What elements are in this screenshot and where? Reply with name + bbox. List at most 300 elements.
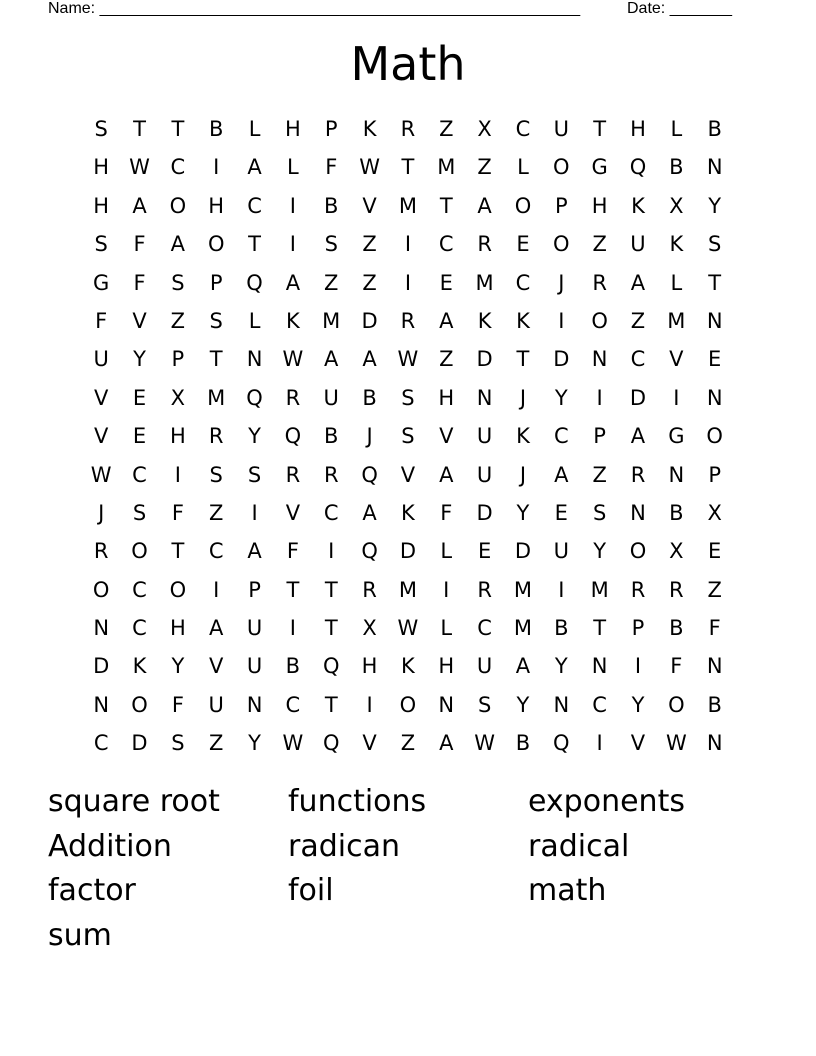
grid-cell: K [631,193,645,218]
grid-cell: V [669,347,684,372]
grid-cell: Q [246,385,263,410]
grid-cell: Y [708,193,722,218]
grid-cell: Z [592,462,607,487]
grid-cell: U [476,424,493,449]
grid-cell: M [207,385,226,410]
grid-cell: L [670,117,683,141]
grid-row [82,302,734,340]
grid-cell: X [707,500,722,525]
grid-cell: A [515,654,531,679]
grid-cell: F [325,155,338,180]
grid-cell: O [92,577,110,602]
grid-cell: I [174,462,181,487]
grid-cell: O [706,424,723,449]
grid-cell: K [132,654,147,679]
grid-cell: A [439,462,454,487]
grid-cell: S [401,424,415,449]
grid-row [82,571,734,609]
grid-cell: O [514,193,532,218]
grid-cell: I [596,731,603,756]
grid-cell: W [359,155,380,180]
grid-cell: T [439,193,453,218]
grid-cell: I [558,577,565,602]
grid-cell: D [553,347,570,372]
grid-cell: I [558,308,565,333]
grid-cell: N [630,500,646,525]
grid-cell: R [93,539,109,564]
grid-cell: E [477,539,492,564]
grid-cell: S [171,731,185,756]
grid-cell: O [629,539,647,564]
grid-row [82,148,734,186]
grid-cell: O [591,308,608,333]
grid-cell: X [669,193,684,218]
grid-cell: V [439,424,454,449]
grid-row [82,340,734,378]
grid-cell: V [93,424,109,449]
page-title: Math [350,37,466,91]
grid-cell: A [630,424,646,449]
grid-cell: F [133,270,146,295]
word-list-item: factor [48,873,136,909]
grid-cell: A [285,270,301,295]
grid-cell: V [209,654,224,679]
grid-cell: M [475,270,494,295]
grid-cell: C [285,692,301,717]
grid-row [82,494,734,532]
grid-cell: R [400,117,416,141]
grid-cell: V [400,462,416,487]
grid-cell: X [362,616,377,641]
grid-cell: W [397,347,419,372]
grid-cell: C [630,347,646,372]
grid-cell: H [169,616,186,641]
grid-cell: U [476,654,493,679]
grid-cell: B [208,117,224,141]
grid-cell: W [129,155,150,180]
grid-cell: R [630,462,646,487]
grid-cell: C [515,270,531,295]
grid-cell: V [362,193,377,218]
grid-cell: A [247,539,262,564]
grid-cell: W [90,462,112,487]
grid-cell: I [251,500,258,525]
grid-cell: K [669,232,684,257]
grid-cell: E [132,424,147,449]
grid-row [82,532,734,570]
grid-cell: U [246,616,263,641]
grid-cell: Y [133,347,146,372]
grid-cell: U [630,232,646,257]
grid-cell: A [209,616,224,641]
grid-cell: N [591,347,608,372]
grid-cell: O [399,692,417,717]
grid-cell: Z [400,731,416,756]
grid-cell: N [591,654,608,679]
grid-row [82,456,734,494]
grid-cell: C [132,462,147,487]
date-field-label: Date: _______ [627,0,732,17]
grid-cell: D [399,539,416,564]
grid-cell: H [93,193,110,218]
grid-cell: L [287,155,299,180]
grid-cell: M [513,616,533,641]
grid-cell: E [554,500,568,525]
grid-cell: P [209,270,223,295]
grid-cell: W [474,731,495,756]
grid-cell: A [362,347,377,372]
grid-cell: Q [629,155,647,180]
grid-cell: K [362,117,377,141]
grid-cell: N [93,692,110,717]
word-list-item: foil [288,873,334,909]
grid-cell: T [324,692,338,717]
grid-cell: P [554,193,568,218]
grid-cell: C [553,424,569,449]
grid-cell: H [284,117,301,141]
grid-cell: Z [439,117,454,141]
grid-cell: L [248,117,261,141]
grid-cell: R [477,232,492,257]
grid-cell: T [401,155,415,180]
grid-cell: Z [324,270,339,295]
grid-cell: P [708,462,721,487]
grid-cell: U [246,654,263,679]
grid-cell: R [669,577,684,602]
grid-cell: C [132,577,147,602]
grid-cell: N [706,654,723,679]
grid-cell: Q [322,654,340,679]
grid-cell: O [131,692,148,717]
grid-cell: G [93,270,110,295]
grid-cell: I [596,385,603,410]
grid-cell: Y [554,654,568,679]
grid-cell: D [361,308,378,333]
grid-cell: T [171,539,185,564]
grid-cell: T [593,616,607,641]
grid-cell: N [706,155,723,180]
grid-cell: A [439,731,454,756]
grid-cell: Y [554,385,568,410]
grid-cell: M [398,577,417,602]
grid-cell: P [248,577,261,602]
grid-cell: Q [553,731,570,756]
word-list-item: math [528,873,607,909]
grid-cell: M [513,577,533,602]
grid-cell: O [131,539,148,564]
grid-cell: D [131,731,148,756]
grid-cell: G [668,424,685,449]
grid-cell: O [169,193,187,218]
grid-cell: S [324,232,338,257]
grid-cell: Y [248,424,261,449]
grid-cell: R [400,308,416,333]
grid-cell: L [517,155,529,180]
grid-cell: W [282,347,304,372]
grid-cell: N [706,731,723,756]
grid-row [82,110,734,148]
grid-cell: N [476,385,493,410]
grid-cell: S [171,270,185,295]
grid-cell: I [289,193,296,218]
word-list-item: radical [528,828,630,864]
grid-cell: N [668,462,685,487]
grid-cell: H [438,385,455,410]
grid-cell: J [98,500,105,525]
grid-cell: Z [170,308,186,333]
grid-cell: N [438,692,455,717]
grid-cell: Q [322,731,340,756]
grid-row [82,417,734,455]
grid-cell: T [171,117,185,141]
grid-cell: K [401,654,415,679]
grid-cell: W [397,616,419,641]
grid-cell: Y [248,731,261,756]
grid-cell: Y [631,692,645,717]
grid-cell: Y [171,654,185,679]
grid-cell: M [667,308,686,333]
grid-cell: D [93,654,110,679]
grid-cell: C [93,731,109,756]
grid-cell: T [133,117,146,141]
word-list-item: functions [288,784,427,819]
grid-cell: C [323,500,339,525]
grid-cell: Z [362,232,377,257]
grid-cell: D [476,347,493,372]
grid-cell: B [285,654,301,679]
grid-cell: A [477,193,492,218]
grid-cell: N [706,308,723,333]
grid-row [82,264,734,302]
grid-cell: P [171,347,185,372]
grid-cell: R [285,462,301,487]
grid-cell: C [132,616,147,641]
grid-cell: E [516,232,530,257]
grid-cell: V [132,308,147,333]
grid-cell: U [323,385,339,410]
grid-cell: O [553,232,570,257]
word-search-grid [82,110,734,763]
grid-cell: M [322,308,341,333]
grid-cell: I [366,692,373,717]
grid-cell: D [476,500,493,525]
grid-cell: Y [516,692,530,717]
grid-cell: E [439,270,453,295]
grid-cell: Q [361,539,378,564]
grid-cell: A [132,193,147,218]
grid-cell: E [708,347,722,372]
grid-cell: F [670,654,683,679]
grid-cell: I [634,654,642,679]
grid-cell: S [708,232,722,257]
grid-cell: A [324,347,339,372]
grid-cell: I [289,616,296,641]
grid-cell: V [630,731,646,756]
grid-cell: M [398,193,417,218]
grid-cell: Q [284,424,302,449]
grid-cell: S [209,462,223,487]
grid-cell: V [93,385,109,410]
grid-cell: Z [362,270,377,295]
grid-cell: D [629,385,647,410]
word-list-item: Addition [48,828,172,864]
grid-cell: X [477,117,492,141]
grid-cell: A [247,155,262,180]
grid-cell: A [554,462,569,487]
grid-cell: V [285,500,301,525]
grid-cell: S [247,462,262,487]
grid-cell: R [323,462,339,487]
grid-cell: C [438,232,454,257]
grid-row [82,609,734,647]
word-list-item: sum [48,918,112,954]
grid-cell: S [209,308,223,333]
grid-cell: L [440,539,453,564]
grid-cell: U [93,347,109,372]
grid-cell: J [519,385,527,410]
grid-cell: S [94,232,108,257]
grid-cell: T [708,270,722,295]
word-list-item: exponents [528,784,685,819]
grid-cell: I [404,232,412,257]
grid-cell: B [554,616,569,641]
grid-cell: Z [439,347,454,372]
grid-cell: O [207,232,225,257]
grid-cell: B [324,424,339,449]
grid-cell: S [592,500,607,525]
grid-cell: F [95,308,108,333]
grid-cell: O [169,577,187,602]
grid-cell: X [170,385,186,410]
grid-cell: F [133,232,146,257]
grid-cell: N [246,692,263,717]
grid-cell: B [669,616,684,641]
grid-cell: Z [209,500,224,525]
grid-cell: N [246,347,263,372]
grid-cell: J [519,462,527,487]
grid-cell: F [708,616,721,641]
grid-cell: K [516,308,530,333]
grid-cell: F [171,500,184,525]
grid-cell: C [592,692,607,717]
grid-cell: C [208,539,224,564]
grid-cell: H [438,654,455,679]
grid-cell: M [437,155,456,180]
grid-cell: B [362,385,377,410]
grid-cell: K [286,308,300,333]
grid-cell: U [553,117,569,141]
grid-cell: I [443,577,450,602]
grid-cell: A [439,308,454,333]
grid-cell: P [324,117,338,141]
grid-cell: H [591,193,608,218]
grid-row [82,225,734,263]
word-list-item: square root [48,784,220,819]
grid-cell: F [440,500,453,525]
grid-cell: Q [246,270,263,295]
grid-cell: C [515,117,531,141]
grid-cell: S [401,385,415,410]
grid-cell: J [558,270,565,295]
grid-cell: N [706,385,723,410]
grid-cell: B [515,731,531,756]
grid-cell: S [477,692,492,717]
grid-cell: I [289,232,296,257]
name-field-label: Name: ______________________________________________________ [48,0,581,17]
grid-cell: P [631,616,645,641]
grid-row [82,187,734,225]
grid-cell: U [553,539,569,564]
grid-cell: S [94,117,108,141]
grid-cell: R [630,577,646,602]
grid-cell: W [282,731,304,756]
grid-cell: W [665,731,687,756]
grid-cell: Z [630,308,646,333]
grid-cell: Z [477,155,492,180]
grid-cell: Y [516,500,530,525]
grid-row [82,724,734,762]
word-list [48,780,768,959]
word-list-item: radican [288,828,400,864]
grid-cell: M [590,577,609,602]
grid-cell: R [477,577,492,602]
grid-cell: S [132,500,147,525]
grid-cell: I [213,577,220,602]
grid-cell: Z [209,731,224,756]
grid-cell: V [362,731,377,756]
grid-cell: B [707,692,722,717]
grid-row [82,686,734,724]
grid-cell: I [404,270,412,295]
grid-cell: U [476,462,493,487]
grid-cell: K [516,424,530,449]
grid-cell: T [209,347,223,372]
grid-cell: X [669,539,684,564]
grid-cell: I [213,155,220,180]
grid-cell: A [630,270,646,295]
grid-cell: C [170,155,186,180]
grid-cell: H [208,193,225,218]
grid-cell: T [324,577,338,602]
grid-row [82,379,734,417]
grid-cell: R [362,577,377,602]
grid-cell: H [93,155,110,180]
grid-cell: R [592,270,607,295]
grid-cell: B [669,155,684,180]
grid-cell: H [361,654,378,679]
grid-cell: N [553,692,570,717]
grid-cell: D [514,539,532,564]
grid-cell: J [366,424,373,449]
grid-cell: B [324,193,339,218]
grid-cell: F [171,692,184,717]
grid-cell: E [708,539,722,564]
grid-cell: O [553,155,570,180]
grid-cell: A [362,500,377,525]
grid-cell: I [673,385,680,410]
grid-cell: L [670,270,683,295]
grid-cell: Z [592,232,607,257]
grid-cell: T [248,232,261,257]
grid-cell: L [248,308,261,333]
grid-cell: B [669,500,684,525]
grid-cell: E [132,385,147,410]
grid-cell: K [477,308,492,333]
grid-cell: Z [707,577,722,602]
grid-row [82,647,734,685]
grid-cell: F [286,539,299,564]
grid-cell: N [93,616,110,641]
